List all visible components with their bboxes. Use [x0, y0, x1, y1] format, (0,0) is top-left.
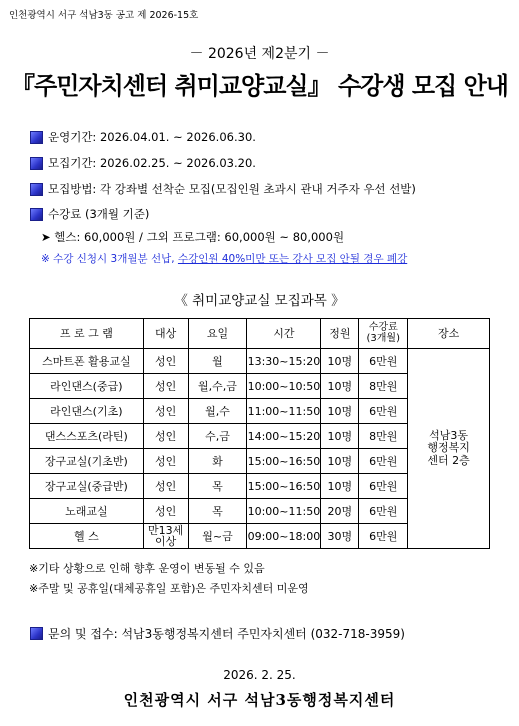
cell-program: 노래교실 [30, 499, 144, 524]
cell-day: 월 [188, 349, 247, 374]
square-bullet-icon [30, 131, 43, 144]
fee-note-prefix: ※ 수강 신청시 3개월분 선납, [41, 253, 178, 265]
cell-capacity: 10명 [321, 349, 359, 374]
cell-fee: 6만원 [359, 474, 408, 499]
fee-row [30, 206, 149, 222]
fee-note [41, 251, 407, 266]
cell-target: 성인 [143, 374, 188, 399]
cell-time: 09:00~18:00 [247, 524, 321, 549]
recruit-period: 모집기간: 2026.02.25. ~ 2026.03.20. [48, 156, 256, 170]
cell-target: 성인 [143, 474, 188, 499]
square-bullet-icon [30, 157, 43, 170]
cell-time: 15:00~16:50 [247, 449, 321, 474]
page-title: 『주민자치센터 취미교양교실』 수강생 모집 안내 [11, 72, 508, 100]
organization-name: 인천광역시 서구 석남3동행정복지센터 [123, 691, 396, 709]
square-bullet-icon [30, 183, 43, 196]
cell-program: 장구교실(기초반) [30, 449, 144, 474]
cell-program: 라인댄스(기초) [30, 399, 144, 424]
footnote-change: ※기타 상황으로 인해 향후 운영이 변동될 수 있음 [29, 562, 265, 575]
cell-time: 10:00~11:50 [247, 499, 321, 524]
cell-time: 11:00~11:50 [247, 399, 321, 424]
table-row [30, 349, 490, 374]
cell-capacity: 10명 [321, 424, 359, 449]
recruit-period-row [30, 155, 256, 171]
course-table [29, 318, 490, 549]
cell-program: 헬 스 [30, 524, 144, 549]
cell-fee: 6만원 [359, 524, 408, 549]
cell-time: 15:00~16:50 [247, 474, 321, 499]
cell-place: 석남3동 행정복지 센터 2층 [408, 349, 490, 549]
cell-day: 목 [188, 474, 247, 499]
header-day: 요일 [188, 319, 247, 349]
cell-target: 만13세 이상 [143, 524, 188, 549]
cell-program: 장구교실(중급반) [30, 474, 144, 499]
header-time: 시간 [247, 319, 321, 349]
contact-row [30, 625, 405, 642]
contact-info: 문의 및 접수: 석남3동행정복지센터 주민자치센터 (032-718-3959) [48, 627, 405, 641]
cell-day: 월,수 [188, 399, 247, 424]
square-bullet-icon [30, 627, 43, 640]
cell-target: 성인 [143, 449, 188, 474]
cell-capacity: 30명 [321, 524, 359, 549]
cell-fee: 6만원 [359, 399, 408, 424]
cell-fee: 6만원 [359, 349, 408, 374]
fee-note-underlined: 수강인원 40%미만 또는 강사 모집 안될 경우 폐강 [177, 253, 408, 265]
section-title: 《 취미교양교실 모집과목 》 [174, 293, 345, 309]
quarter-subtitle: － 2026년 제2분기 － [189, 46, 330, 62]
cell-capacity: 10명 [321, 449, 359, 474]
cell-capacity: 20명 [321, 499, 359, 524]
cell-program: 라인댄스(중급) [30, 374, 144, 399]
cell-day: 수,금 [188, 424, 247, 449]
cell-capacity: 10명 [321, 399, 359, 424]
fee-label: 수강료 (3개월 기준) [48, 207, 150, 221]
cell-day: 화 [188, 449, 247, 474]
cell-fee: 6만원 [359, 499, 408, 524]
cell-program: 스마트폰 활용교실 [30, 349, 144, 374]
cell-target: 성인 [143, 424, 188, 449]
recruit-method-row [30, 181, 416, 197]
notice-date: 2026. 2. 25. [223, 668, 296, 682]
header-place: 장소 [408, 319, 490, 349]
header-target: 대상 [143, 319, 188, 349]
fee-detail: ➤ 헬스: 60,000원 / 그외 프로그램: 60,000원 ~ 80,000원 [41, 230, 345, 244]
cell-program: 댄스스포츠(라틴) [30, 424, 144, 449]
cell-time: 14:00~15:20 [247, 424, 321, 449]
cell-capacity: 10명 [321, 374, 359, 399]
cell-fee: 8만원 [359, 374, 408, 399]
cell-day: 월~금 [188, 524, 247, 549]
cell-fee: 8만원 [359, 424, 408, 449]
square-bullet-icon [30, 208, 43, 221]
cell-day: 목 [188, 499, 247, 524]
recruit-method: 모집방법: 각 강좌별 선착순 모집(모집인원 초과시 관내 거주자 우선 선발) [48, 182, 416, 196]
cell-time: 10:00~10:50 [247, 374, 321, 399]
header-capacity: 정원 [321, 319, 359, 349]
table-header-row [30, 319, 490, 349]
cell-target: 성인 [143, 399, 188, 424]
footnote-closed: ※주말 및 공휴일(대체공휴일 포함)은 주민자치센터 미운영 [29, 582, 309, 595]
cell-target: 성인 [143, 499, 188, 524]
header-program: 프 로 그 램 [30, 319, 144, 349]
cell-time: 13:30~15:20 [247, 349, 321, 374]
header-fee: 수강료 (3개월) [359, 319, 408, 349]
notice-number: 인천광역시 서구 석남3동 공고 제 2026-15호 [9, 10, 199, 21]
cell-capacity: 10명 [321, 474, 359, 499]
cell-target: 성인 [143, 349, 188, 374]
operation-period: 운영기간: 2026.04.01. ~ 2026.06.30. [48, 130, 256, 144]
operation-period-row [30, 129, 256, 145]
cell-fee: 6만원 [359, 449, 408, 474]
cell-day: 월,수,금 [188, 374, 247, 399]
